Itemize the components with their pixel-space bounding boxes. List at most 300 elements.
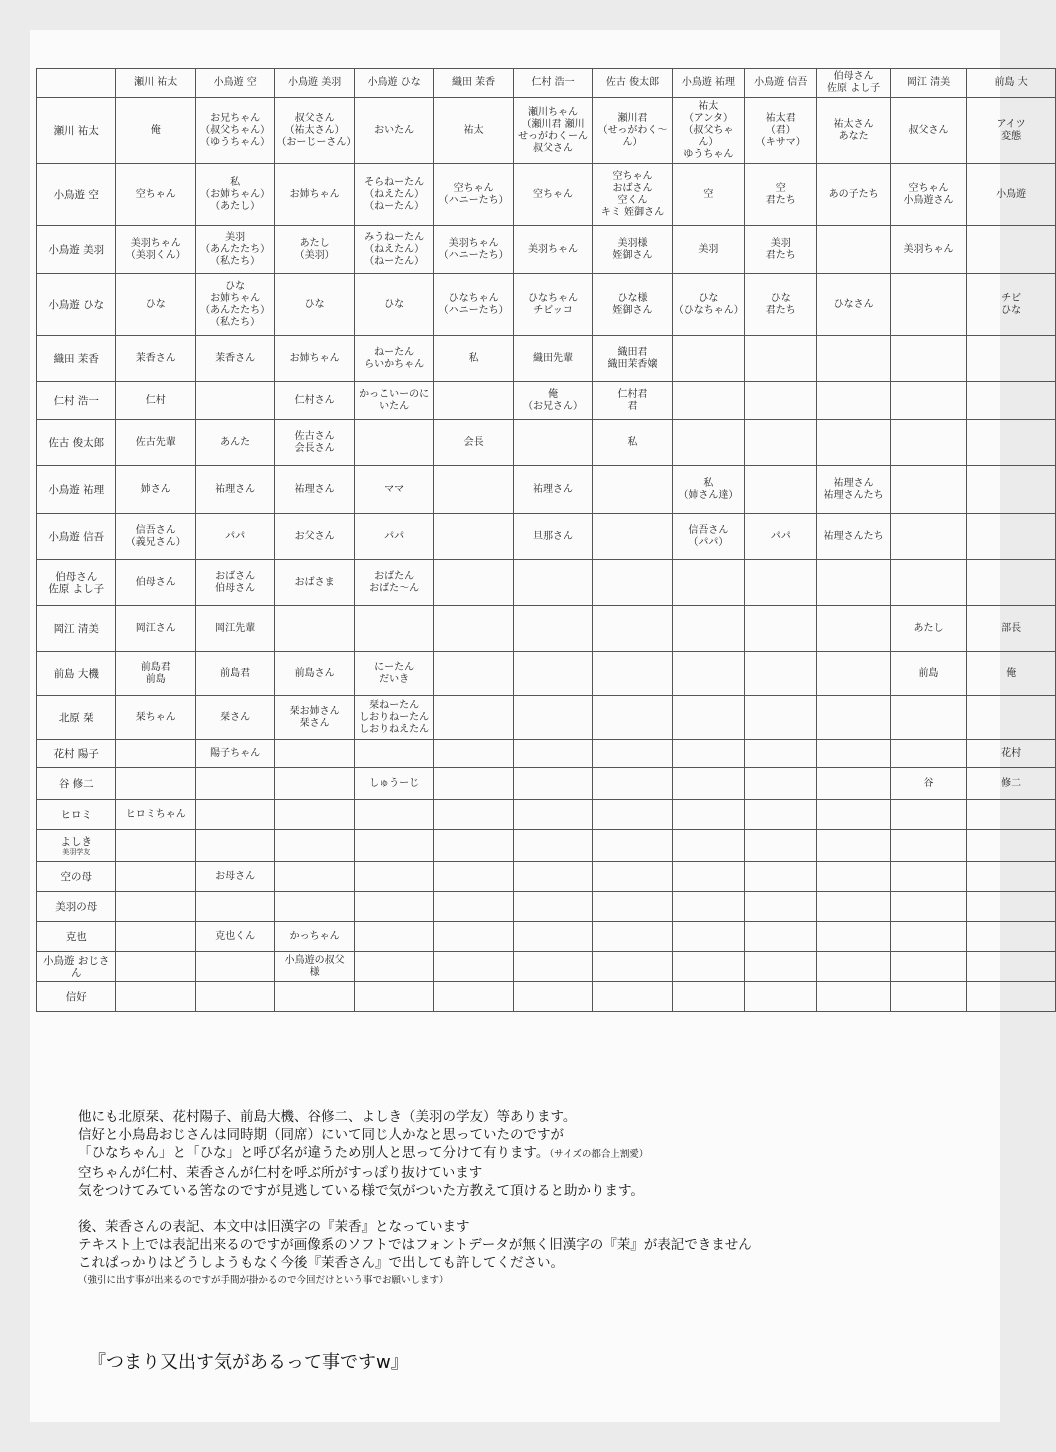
table-cell: ねーたん らいかちゃん	[354, 336, 433, 382]
column-header: 小鳥遊 信吾	[745, 69, 817, 98]
table-cell	[817, 606, 890, 652]
table-cell: みうねーたん （ねえたん） （ねーたん）	[354, 226, 433, 274]
table-cell	[817, 696, 890, 740]
table-row	[37, 336, 1056, 382]
table-cell	[745, 800, 817, 830]
table-cell	[593, 982, 672, 1012]
table-cell: 祐理さん	[195, 466, 274, 514]
table-cell	[513, 892, 592, 922]
table-cell	[513, 606, 592, 652]
table-cell: 陽子ちゃん	[195, 740, 274, 768]
table-cell: 仁村	[116, 382, 195, 420]
table-cell	[195, 952, 274, 982]
table-cell	[745, 982, 817, 1012]
table-cell	[890, 922, 966, 952]
table-cell	[745, 922, 817, 952]
note-line: 後、茉香さんの表記、本文中は旧漢字の『茉香』となっています	[78, 1219, 470, 1235]
table-row	[37, 226, 1056, 274]
table-cell	[513, 800, 592, 830]
table-cell	[672, 892, 744, 922]
table-cell	[354, 420, 433, 466]
table-cell	[275, 768, 354, 800]
table-cell: かっちゃん	[275, 922, 354, 952]
table-cell	[116, 740, 195, 768]
table-cell: 岡江さん	[116, 606, 195, 652]
table-cell: あんた	[195, 420, 274, 466]
table-cell	[672, 800, 744, 830]
table-row	[37, 952, 1056, 982]
row-header-label: ヒロミ	[60, 808, 92, 821]
table-cell: 美羽様 姪御さん	[593, 226, 672, 274]
table-cell	[967, 226, 1056, 274]
table-cell	[672, 696, 744, 740]
table-cell	[116, 862, 195, 892]
table-cell	[967, 382, 1056, 420]
table-cell	[593, 800, 672, 830]
table-cell: しゅうーじ	[354, 768, 433, 800]
table-cell	[890, 800, 966, 830]
table-cell	[513, 652, 592, 696]
table-cell	[275, 892, 354, 922]
table-row	[37, 892, 1056, 922]
table-cell: 美羽ちゃん （ハニーたち）	[434, 226, 513, 274]
table-cell	[434, 830, 513, 862]
table-cell	[593, 892, 672, 922]
table-cell: 私	[434, 336, 513, 382]
table-cell: 信吾さん （義兄さん）	[116, 514, 195, 560]
table-cell: 私 （お姉ちゃん） （あたし）	[195, 164, 274, 226]
table-cell	[967, 862, 1056, 892]
row-header-label: 北原 栞	[58, 711, 94, 724]
table-cell: パパ	[354, 514, 433, 560]
row-header	[37, 862, 116, 892]
table-cell: 叔父さん （祐太さん） （おーじーさん）	[275, 98, 354, 164]
row-header-sublabel: 美羽学友	[62, 847, 91, 856]
table-row	[37, 98, 1056, 164]
table-cell	[195, 800, 274, 830]
table-cell	[967, 466, 1056, 514]
table-cell	[672, 560, 744, 606]
table-cell	[817, 768, 890, 800]
table-cell: チビ ひな	[967, 274, 1056, 336]
note-line: これぱっかりはどうしようもなく今後『茉香さん』で出しても許してください。	[78, 1255, 564, 1271]
table-cell	[593, 922, 672, 952]
table-cell	[745, 830, 817, 862]
table-cell	[354, 982, 433, 1012]
table-cell	[967, 336, 1056, 382]
table-row	[37, 560, 1056, 606]
table-cell	[745, 336, 817, 382]
table-cell: あたし	[890, 606, 966, 652]
row-header-label: 岡江 清美	[53, 622, 99, 635]
table-cell: 茉香さん	[116, 336, 195, 382]
table-cell: 谷	[890, 768, 966, 800]
table-cell: 前島	[890, 652, 966, 696]
table-row	[37, 382, 1056, 420]
table-cell: お父さん	[275, 514, 354, 560]
row-header	[37, 606, 116, 652]
table-cell	[593, 830, 672, 862]
table-cell: 美羽ちゃん （美羽くん）	[116, 226, 195, 274]
table-cell	[195, 892, 274, 922]
table-cell: 仁村さん	[275, 382, 354, 420]
table-cell: 部長	[967, 606, 1056, 652]
row-header	[37, 226, 116, 274]
table-cell	[354, 740, 433, 768]
table-cell: おばさん 伯母さん	[195, 560, 274, 606]
table-cell: 旦那さん	[513, 514, 592, 560]
table-cell: 瀬川ちゃん （瀬川君 瀬川 せっがわくーん 叔父さん	[513, 98, 592, 164]
table-cell: 祐理さんたち	[817, 514, 890, 560]
table-cell	[354, 862, 433, 892]
table-cell: アイツ 変態	[967, 98, 1056, 164]
column-header: 伯母さん 佐原 よし子	[817, 69, 890, 98]
row-header	[37, 740, 116, 768]
table-cell	[672, 382, 744, 420]
table-row	[37, 606, 1056, 652]
table-cell	[593, 768, 672, 800]
table-cell: おばたん おばた〜ん	[354, 560, 433, 606]
table-cell	[967, 892, 1056, 922]
note-line-small: （強引に出す事が出来るのですが手間が掛かるので今回だけという事でお願いします）	[78, 1275, 449, 1286]
column-header: 小鳥遊 美羽	[275, 69, 354, 98]
name-table-wrapper	[36, 68, 1028, 1012]
table-cell	[195, 382, 274, 420]
row-header	[37, 382, 116, 420]
table-cell	[745, 466, 817, 514]
table-cell: ひな 君たち	[745, 274, 817, 336]
column-header: 岡江 清美	[890, 69, 966, 98]
table-cell: ひなちゃん チビッコ	[513, 274, 592, 336]
table-cell	[593, 560, 672, 606]
table-cell	[275, 740, 354, 768]
table-cell: 岡江先輩	[195, 606, 274, 652]
table-cell	[967, 800, 1056, 830]
column-header: 仁村 浩一	[513, 69, 592, 98]
closing-remark: 『つまり又出す気があるって事ですw』	[88, 1352, 409, 1373]
table-cell	[967, 696, 1056, 740]
table-cell	[745, 740, 817, 768]
table-cell: 修二	[967, 768, 1056, 800]
table-cell	[434, 800, 513, 830]
row-header-label: 織田 茉香	[53, 352, 99, 365]
table-cell	[672, 982, 744, 1012]
table-cell	[672, 420, 744, 466]
table-cell	[890, 740, 966, 768]
table-cell	[890, 466, 966, 514]
table-row	[37, 696, 1056, 740]
table-cell	[817, 862, 890, 892]
table-cell	[890, 560, 966, 606]
table-cell	[593, 952, 672, 982]
table-cell	[434, 740, 513, 768]
table-cell	[967, 982, 1056, 1012]
table-cell	[434, 862, 513, 892]
note-line: 他にも北原栞、花村陽子、前島大機、谷修二、よしき（美羽の学友）等あります。	[78, 1109, 577, 1125]
table-cell: 私 （姉さん達）	[672, 466, 744, 514]
table-cell	[817, 830, 890, 862]
table-cell	[116, 922, 195, 952]
table-cell: にーたん だいき	[354, 652, 433, 696]
table-cell: ひな	[354, 274, 433, 336]
table-cell	[434, 652, 513, 696]
row-header	[37, 652, 116, 696]
notes-block	[78, 1108, 978, 1290]
table-cell	[745, 382, 817, 420]
table-cell	[967, 952, 1056, 982]
table-cell	[593, 652, 672, 696]
table-cell	[817, 226, 890, 274]
table-cell	[593, 466, 672, 514]
table-cell: 美羽	[672, 226, 744, 274]
row-header	[37, 952, 116, 982]
table-cell	[672, 336, 744, 382]
table-cell: ひな	[116, 274, 195, 336]
table-cell: 伯母さん	[116, 560, 195, 606]
row-header-label: 伯母さん 佐原 よし子	[48, 570, 105, 595]
table-cell	[890, 274, 966, 336]
table-cell	[817, 952, 890, 982]
table-cell: 会長	[434, 420, 513, 466]
table-row	[37, 466, 1056, 514]
table-cell: 空ちゃん	[513, 164, 592, 226]
table-cell: ひなちゃん （ハニーたち）	[434, 274, 513, 336]
table-cell	[672, 862, 744, 892]
table-cell	[434, 466, 513, 514]
row-header	[37, 514, 116, 560]
table-cell: 姉さん	[116, 466, 195, 514]
table-cell	[513, 768, 592, 800]
table-cell	[817, 892, 890, 922]
row-header-label: 瀬川 祐太	[53, 124, 99, 137]
corner-cell	[37, 69, 116, 98]
table-cell: 美羽 （あんたたち） （私たち）	[195, 226, 274, 274]
table-cell: 空ちゃん 小鳥遊さん	[890, 164, 966, 226]
table-cell: ひな様 姪御さん	[593, 274, 672, 336]
table-cell	[513, 560, 592, 606]
row-header	[37, 892, 116, 922]
table-cell	[672, 740, 744, 768]
note-line: 気をつけてみている筈なのですが見逃している様で気がついた方教えて頂けると助かります。	[78, 1183, 644, 1199]
table-cell: 祐太	[434, 98, 513, 164]
table-cell: あたし （美羽）	[275, 226, 354, 274]
row-header	[37, 830, 116, 862]
table-cell	[116, 952, 195, 982]
table-row	[37, 420, 1056, 466]
table-cell: 花村	[967, 740, 1056, 768]
table-cell: ひな お姉ちゃん （あんたたち） （私たち）	[195, 274, 274, 336]
table-cell	[593, 696, 672, 740]
table-row	[37, 164, 1056, 226]
table-cell: 空 君たち	[745, 164, 817, 226]
table-cell: 空ちゃん おばさん 空くん キミ 姪御さん	[593, 164, 672, 226]
table-cell	[513, 922, 592, 952]
table-cell: 俺	[116, 98, 195, 164]
table-cell: 仁村君 君	[593, 382, 672, 420]
note-small-text: （サイズの都合上割愛）	[549, 1149, 649, 1160]
table-cell: 空	[672, 164, 744, 226]
row-header	[37, 696, 116, 740]
table-cell	[672, 606, 744, 652]
table-cell: パパ	[195, 514, 274, 560]
name-table	[36, 68, 1056, 1012]
column-header: 佐古 俊太郎	[593, 69, 672, 98]
table-cell: お兄ちゃん （叔父ちゃん） （ゆうちゃん）	[195, 98, 274, 164]
table-cell	[513, 740, 592, 768]
table-cell	[817, 800, 890, 830]
table-row	[37, 830, 1056, 862]
table-cell	[817, 982, 890, 1012]
table-cell	[672, 652, 744, 696]
table-cell: 栞さん	[195, 696, 274, 740]
table-cell	[434, 606, 513, 652]
table-cell	[513, 696, 592, 740]
table-cell	[116, 830, 195, 862]
table-cell: 祐太君 （君） （キサマ）	[745, 98, 817, 164]
table-row	[37, 740, 1056, 768]
table-cell	[275, 862, 354, 892]
table-cell: 俺 （お兄さん）	[513, 382, 592, 420]
table-cell: 栞ちゃん	[116, 696, 195, 740]
table-cell: ヒロミちゃん	[116, 800, 195, 830]
table-cell	[672, 952, 744, 982]
row-header	[37, 164, 116, 226]
column-header: 瀬川 祐太	[116, 69, 195, 98]
table-row	[37, 922, 1056, 952]
table-cell: 織田君 織田茉香嬢	[593, 336, 672, 382]
table-cell	[434, 982, 513, 1012]
table-cell	[967, 560, 1056, 606]
table-cell	[434, 768, 513, 800]
table-cell	[116, 982, 195, 1012]
table-cell	[593, 514, 672, 560]
table-cell	[890, 862, 966, 892]
table-cell: ひな （ひなちゃん）	[672, 274, 744, 336]
note-text: 信好と小鳥島おじさんは同時期（同席）にいて同じ人かなと思っていたのですが	[78, 1127, 564, 1143]
table-cell	[354, 892, 433, 922]
row-header-label: 小鳥遊 空	[53, 188, 99, 201]
row-header	[37, 98, 116, 164]
table-cell: 栞お姉さん 栞さん	[275, 696, 354, 740]
table-cell	[434, 514, 513, 560]
table-cell: お母さん	[195, 862, 274, 892]
table-cell: パパ	[745, 514, 817, 560]
table-cell	[354, 922, 433, 952]
table-cell	[817, 336, 890, 382]
table-cell	[817, 420, 890, 466]
table-cell	[354, 606, 433, 652]
table-cell: 祐理さん	[513, 466, 592, 514]
table-cell	[354, 800, 433, 830]
table-cell	[817, 740, 890, 768]
table-cell	[275, 800, 354, 830]
table-cell: 前島さん	[275, 652, 354, 696]
table-row	[37, 274, 1056, 336]
table-cell	[195, 982, 274, 1012]
table-cell	[890, 696, 966, 740]
table-cell	[817, 382, 890, 420]
table-cell	[745, 606, 817, 652]
table-cell	[593, 862, 672, 892]
table-cell	[593, 606, 672, 652]
row-header-label: 小鳥遊 信吾	[48, 530, 105, 543]
table-cell	[672, 922, 744, 952]
row-header-label: 美羽の母	[55, 900, 98, 913]
table-cell: かっこいーのに いたん	[354, 382, 433, 420]
table-cell	[354, 952, 433, 982]
row-header-label: よしき	[60, 835, 92, 848]
table-cell: あの子たち	[817, 164, 890, 226]
table-cell	[434, 382, 513, 420]
row-header	[37, 768, 116, 800]
table-cell: 前島君	[195, 652, 274, 696]
table-row	[37, 862, 1056, 892]
table-cell	[817, 922, 890, 952]
table-cell: ひな	[275, 274, 354, 336]
column-header: 小鳥遊 空	[195, 69, 274, 98]
table-cell: 佐古先輩	[116, 420, 195, 466]
table-cell	[195, 830, 274, 862]
table-cell	[890, 982, 966, 1012]
table-cell	[275, 830, 354, 862]
table-cell	[434, 922, 513, 952]
table-cell: 祐太 （アンタ） （叔父ちゃん） ゆうちゃん	[672, 98, 744, 164]
table-cell: おいたん	[354, 98, 433, 164]
table-cell	[967, 830, 1056, 862]
table-cell: 前島君 前島	[116, 652, 195, 696]
row-header	[37, 922, 116, 952]
row-header-label: 小鳥遊 おじさん	[43, 954, 110, 979]
table-cell	[967, 514, 1056, 560]
column-header: 織田 茉香	[434, 69, 513, 98]
table-cell	[745, 862, 817, 892]
table-cell: お姉ちゃん	[275, 164, 354, 226]
row-header-label: 花村 陽子	[53, 747, 99, 760]
table-cell: 祐理さん 祐理さんたち	[817, 466, 890, 514]
table-cell: 小鳥遊の叔父 様	[275, 952, 354, 982]
note-line: 空ちゃんが仁村、茉香さんが仁村を呼ぶ所がすっぽり抜けています	[78, 1165, 483, 1181]
table-cell: 栞ねーたん しおりねーたん しおりねえたん	[354, 696, 433, 740]
table-cell	[890, 336, 966, 382]
table-cell: 祐理さん	[275, 466, 354, 514]
table-cell	[890, 952, 966, 982]
table-body	[37, 98, 1056, 1012]
table-cell: 美羽ちゃん	[513, 226, 592, 274]
table-cell	[745, 652, 817, 696]
row-header	[37, 800, 116, 830]
table-cell	[817, 560, 890, 606]
table-cell: 俺	[967, 652, 1056, 696]
column-header: 前島 大	[967, 69, 1056, 98]
table-cell	[817, 652, 890, 696]
table-cell	[275, 606, 354, 652]
row-header-label: 小鳥遊 美羽	[48, 243, 105, 256]
column-header: 小鳥遊 ひな	[354, 69, 433, 98]
table-cell: 私	[593, 420, 672, 466]
table-cell: 茉香さん	[195, 336, 274, 382]
table-cell: 織田先輩	[513, 336, 592, 382]
table-cell	[967, 922, 1056, 952]
table-cell	[745, 892, 817, 922]
table-row	[37, 982, 1056, 1012]
table-cell	[513, 982, 592, 1012]
table-cell	[434, 696, 513, 740]
row-header	[37, 560, 116, 606]
row-header-label: 佐古 俊太郎	[48, 436, 105, 449]
table-cell	[745, 768, 817, 800]
note-line: テキスト上では表記出来るのですが画像系のソフトではフォントデータが無く旧漢字の『茉』が表記できません	[78, 1237, 752, 1253]
table-cell	[116, 768, 195, 800]
